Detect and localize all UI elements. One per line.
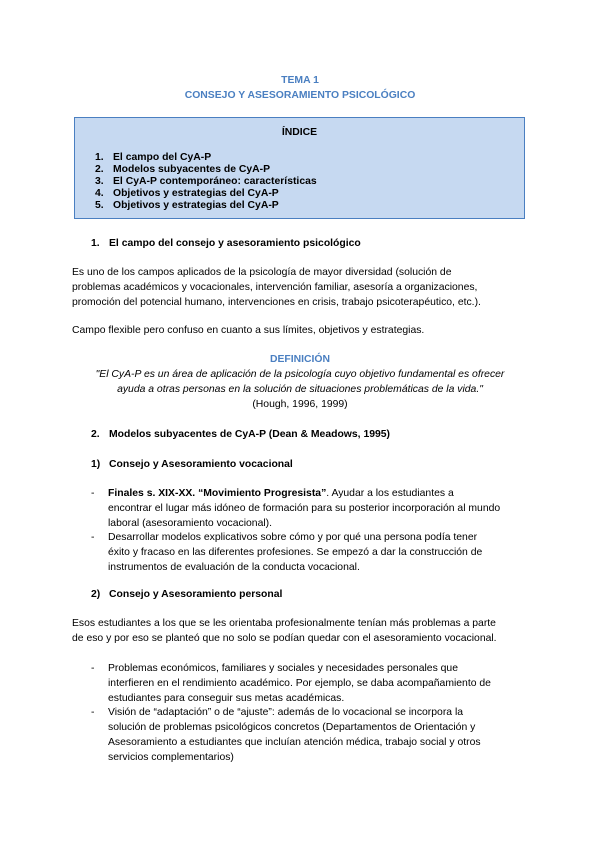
- index-item: 1. El campo del CyA-P: [95, 152, 212, 163]
- section1-paragraph: Es uno de los campos aplicados de la psicología de mayor diversidad (solución de problemas académicos y vocacionales, intervención familiar, asesoría a organizaciones, promoción del potencial humano, intervenciones en crisis, trabajo psicoterapéutico, etc.).: [72, 267, 481, 308]
- index-item: 3. El CyA-P contemporáneo: características: [95, 176, 317, 187]
- bullet-item: Finales s. XIX-XX. “Movimiento Progresista”. Ayudar a los estudiantes a encontrar el lugar más idóneo de formación para su posterior incorporación al mundo laboral (asesoramiento vocacional).: [108, 488, 501, 529]
- definition-quote-line: "El CyA-P es un área de aplicación de la psicología cuyo objetivo fundamental es ofrecer: [95, 369, 505, 380]
- bullet-item: Desarrollar modelos explicativos sobre cómo y por qué una persona podía tener éxito y fracaso en las diferentes profesiones. Se empezó a dar la construcción de instrumentos de evaluación de la conducta vocacional.: [108, 532, 483, 573]
- bullet-marker: -: [91, 488, 95, 499]
- definition-citation: (Hough, 1996, 1999): [252, 399, 348, 410]
- index-title: ÍNDICE: [281, 127, 318, 138]
- page-title: CONSEJO Y ASESORAMIENTO PSICOLÓGICO: [184, 90, 416, 101]
- index-item: 2. Modelos subyacentes de CyA-P: [95, 164, 271, 175]
- section2-heading: 2. Modelos subyacentes de CyA-P (Dean & Meadows, 1995): [91, 429, 391, 440]
- subsection2-heading: 2) Consejo y Asesoramiento personal: [91, 589, 283, 600]
- section1-heading: 1. El campo del consejo y asesoramiento psicológico: [91, 238, 361, 249]
- bullet-marker: -: [91, 707, 95, 718]
- tema-label: TEMA 1: [281, 75, 319, 86]
- section1-paragraph-2: Campo flexible pero confuso en cuanto a sus límites, objetivos y estrategias.: [72, 325, 425, 336]
- subsection2-intro: Esos estudiantes a los que se les orientaba profesionalmente tenían más problemas a parte de eso y por eso se planteó que no solo se podían quedar con el asesoramiento vocacional.: [72, 618, 497, 644]
- bullet-marker: -: [91, 663, 95, 674]
- definition-label: DEFINICIÓN: [269, 354, 331, 365]
- index-box: [74, 117, 525, 219]
- bullet-item: Problemas económicos, familiares y sociales y necesidades personales que interfieren en el rendimiento académico. Por ejemplo, se daba acompañamiento de estudiantes para conseguir sus metas académicas.: [108, 663, 491, 704]
- bullet-item: Visión de “adaptación” o de “ajuste”: además de lo vocacional se incorpora la solución de problemas psicológicos concretos (Departamentos de Orientación y Asesoramiento a estudiantes que incluían atención médica, trabajo social y otros servicios complementarios): [108, 707, 481, 763]
- index-item: 5. Objetivos y estrategias del CyA-P: [95, 200, 279, 211]
- definition-quote-line: ayuda a otras personas en la solución de situaciones problemáticas de la vida.": [117, 384, 483, 395]
- index-item: 4. Objetivos y estrategias del CyA-P: [95, 188, 279, 199]
- subsection1-heading: 1) Consejo y Asesoramiento vocacional: [91, 459, 293, 470]
- index-list: [95, 152, 317, 212]
- bullet-marker: -: [91, 532, 95, 543]
